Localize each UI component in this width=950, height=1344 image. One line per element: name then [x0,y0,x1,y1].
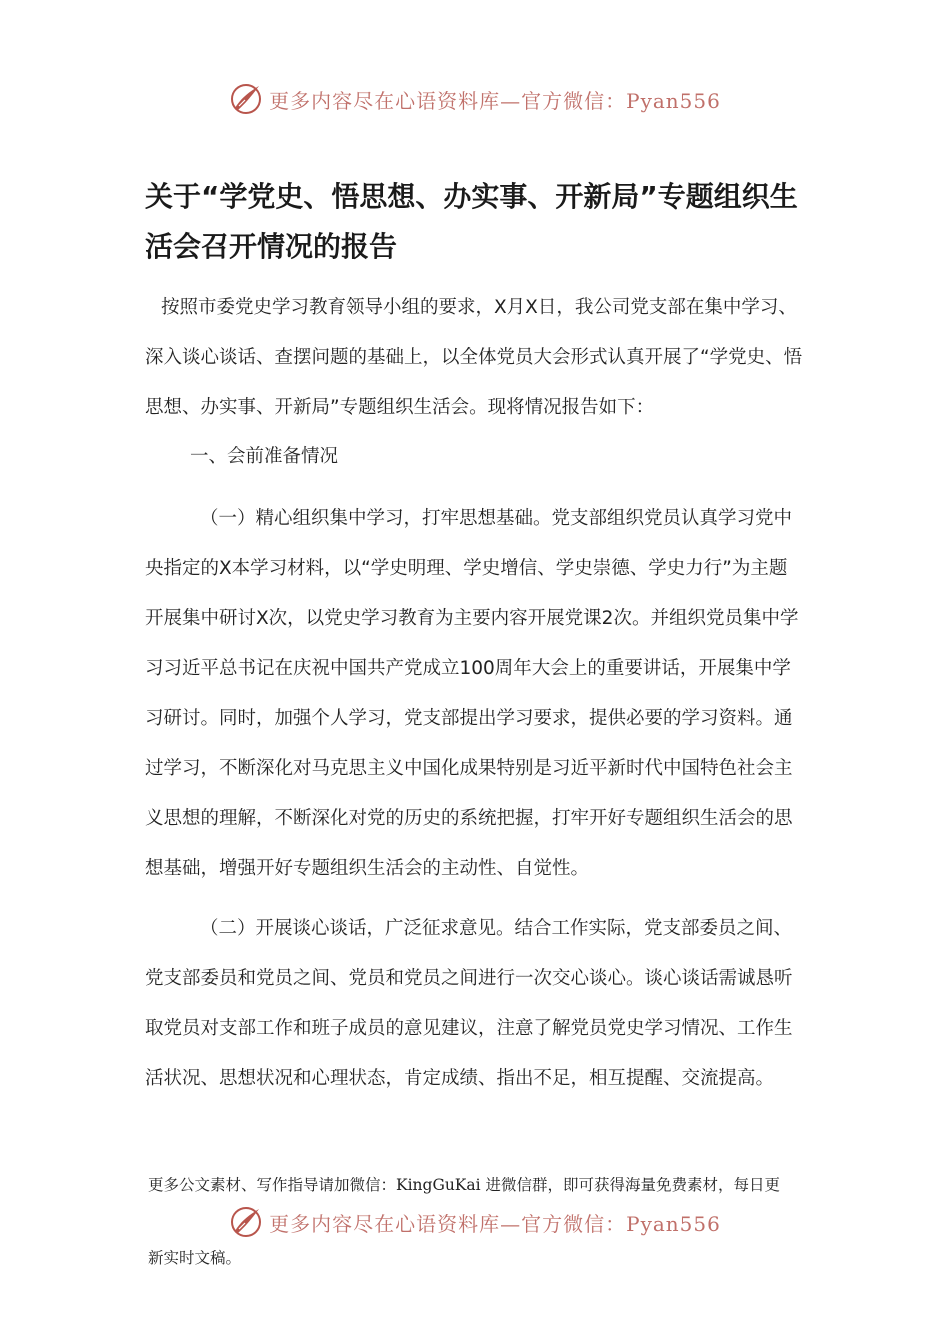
document-title: 关于“学党史、悟思想、办实事、开新局”专题组织生活会召开情况的报告 [145,180,798,263]
watermark-banner-bottom [0,1205,950,1239]
section-heading: 一、会前准备情况 [190,446,339,467]
watermark-text: 更多内容尽在心语资料库—官方微信：Pyan556 [269,1211,721,1236]
intro-paragraph: 按照市委党史学习教育领导小组的要求，X月X日，我公司党支部在集中学习、深入谈心谈话、查摆问题的基础上，以全体党员大会形式认真开展了“学党史、悟思想、办实事、开新局”专题组织生活会。现将情况报告如下： [145,297,803,418]
watermark-text: 更多内容尽在心语资料库—官方微信：Pyan556 [269,88,721,113]
quill-logo-icon [229,82,263,116]
footer-note-line1: 更多公文素材、写作指导请加微信：KingGuKai 进微信群，即可获得海量免费素材，每日更 [148,1176,781,1194]
subsection-paragraph-2: （二）开展谈心谈话，广泛征求意见。结合工作实际，党支部委员之间、党支部委员和党员之间、党员和党员之间进行一次交心谈心。谈心谈话需诚恳听取党员对支部工作和班子成员的意见建议，注意了解党员党史学习情况、工作生活状况、思想状况和心理状态，肯定成绩、指出不足，相互提醒、交流提高。 [145,918,793,1089]
footer-note-line2: 新实时文稿。 [148,1249,242,1267]
wechat-id: Pyan556 [626,88,721,113]
watermark-banner-top [0,82,950,116]
quill-logo-icon [229,1205,263,1239]
wechat-id: Pyan556 [626,1211,721,1236]
subsection-paragraph-1: （一）精心组织集中学习，打牢思想基础。党支部组织党员认真学习党中央指定的X本学习材料，以“学史明理、学史增信、学史崇德、学史力行”为主题开展集中研讨X次，以党史学习教育为主要内容开展党课2次。并组织党员集中学习习近平总书记在庆祝中国共产党成立100周年大会上的重要讲话，开展集中学习研讨。同时，加强个人学习，党支部提出学习要求，提供必要的学习资料。通过学习，不断深化对马克思主义中国化成果特别是习近平新时代中国特色社会主义思想的理解，不断深化对党的历史的系统把握，打牢开好专题组织生活会的思想基础，增强开好专题组织生活会的主动性、自觉性。 [145,508,799,879]
